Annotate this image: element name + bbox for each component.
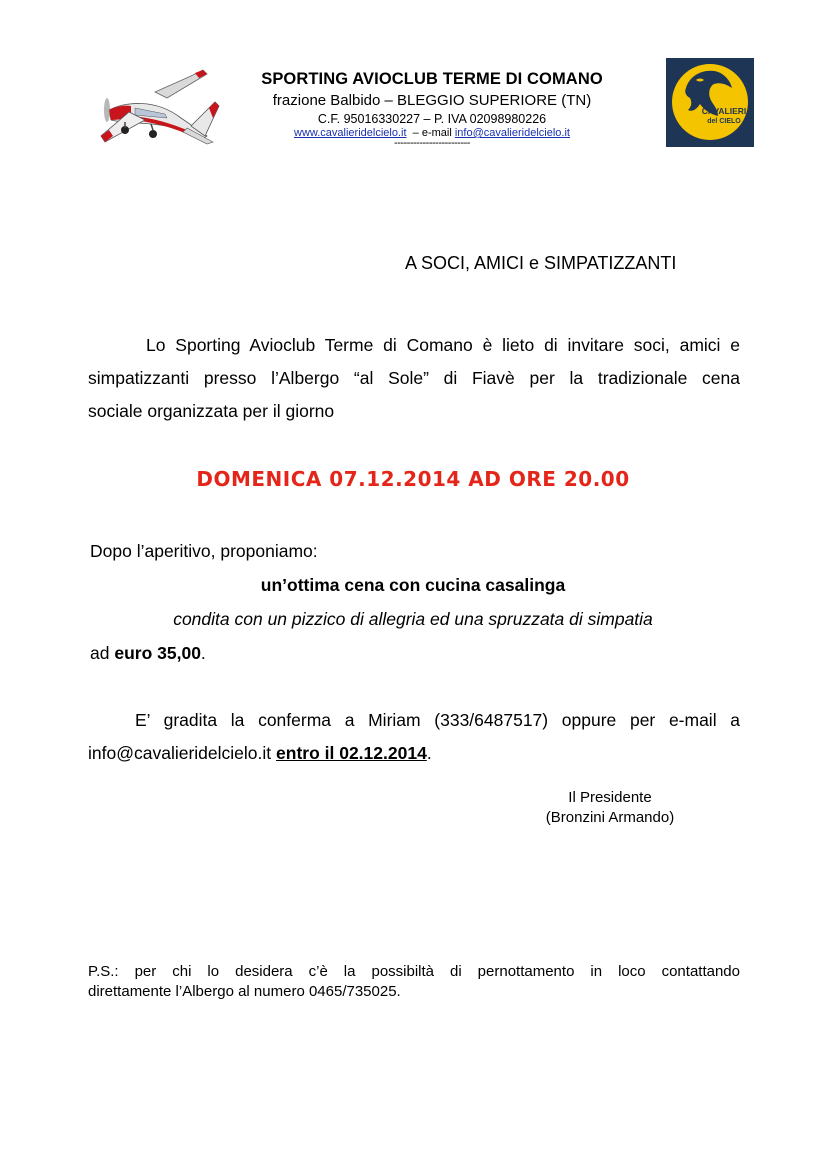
intro-line: simpatizzanti presso l’Albergo “al Sole” di Fiavè per la tradizionale cena — [88, 368, 740, 388]
logo-text-line1: CAVALIERI — [701, 106, 747, 116]
confirm-suffix: . — [426, 743, 432, 763]
signature-block — [530, 788, 690, 828]
signature-role: Il Presidente — [568, 789, 652, 806]
org-address: frazione Balbido – BLEGGIO SUPERIORE (TN) — [272, 92, 592, 109]
email-link[interactable]: info@cavalieridelcielo.it — [454, 127, 570, 139]
postscript-line: P.S.: per chi lo desidera c’è la possibiltà di pernottamento in loco contattando — [88, 963, 740, 980]
menu-dish: un’ottima cena con cucina casalinga — [260, 575, 566, 595]
email-prefix: – e-mail — [412, 127, 452, 139]
header-separator: ------------------------ — [394, 137, 470, 149]
recipients-heading: A SOCI, AMICI e SIMPATIZZANTI — [405, 253, 677, 273]
price-suffix: . — [200, 643, 206, 663]
event-date: DOMENICA 07.12.2014 AD ORE 20.00 — [196, 467, 630, 491]
signature-name: (Bronzini Armando) — [545, 809, 675, 826]
intro-line: Lo Sporting Avioclub Terme di Comano è lieto di invitare soci, amici e — [146, 335, 740, 355]
letterhead — [220, 70, 644, 149]
logo-text-line2: del CIELO — [707, 118, 741, 125]
menu-lead: Dopo l’aperitivo, proponiamo: — [90, 541, 318, 561]
confirm-email: info@cavalieridelcielo.it — [88, 743, 272, 763]
price-value: euro 35,00 — [114, 643, 201, 663]
price-prefix: ad — [90, 643, 110, 663]
postscript — [88, 962, 740, 1001]
airplane-logo-icon — [95, 58, 220, 146]
confirm-line-2 — [88, 737, 740, 770]
menu-price-line — [90, 643, 206, 664]
confirm-paragraph — [88, 704, 740, 770]
postscript-line: direttamente l’Albergo al numero 0465/735025. — [88, 982, 401, 1000]
intro-paragraph — [88, 329, 740, 428]
confirm-deadline: entro il 02.12.2014 — [276, 743, 427, 763]
confirm-line: E’ gradita la conferma a Miriam (333/6487517) oppure per e-mail a — [135, 710, 740, 730]
org-fiscal-codes: C.F. 95016330227 – P. IVA 02098980226 — [317, 112, 547, 126]
intro-line: sociale organizzata per il giorno — [88, 401, 335, 421]
org-name: SPORTING AVIOCLUB TERME DI COMANO — [261, 70, 603, 88]
website-link[interactable]: www.cavalieridelcielo.it — [294, 127, 407, 139]
menu-tagline: condita con un pizzico di allegria ed una spruzzata di simpatia — [173, 609, 653, 629]
cavalieri-del-cielo-logo-icon — [666, 58, 754, 147]
